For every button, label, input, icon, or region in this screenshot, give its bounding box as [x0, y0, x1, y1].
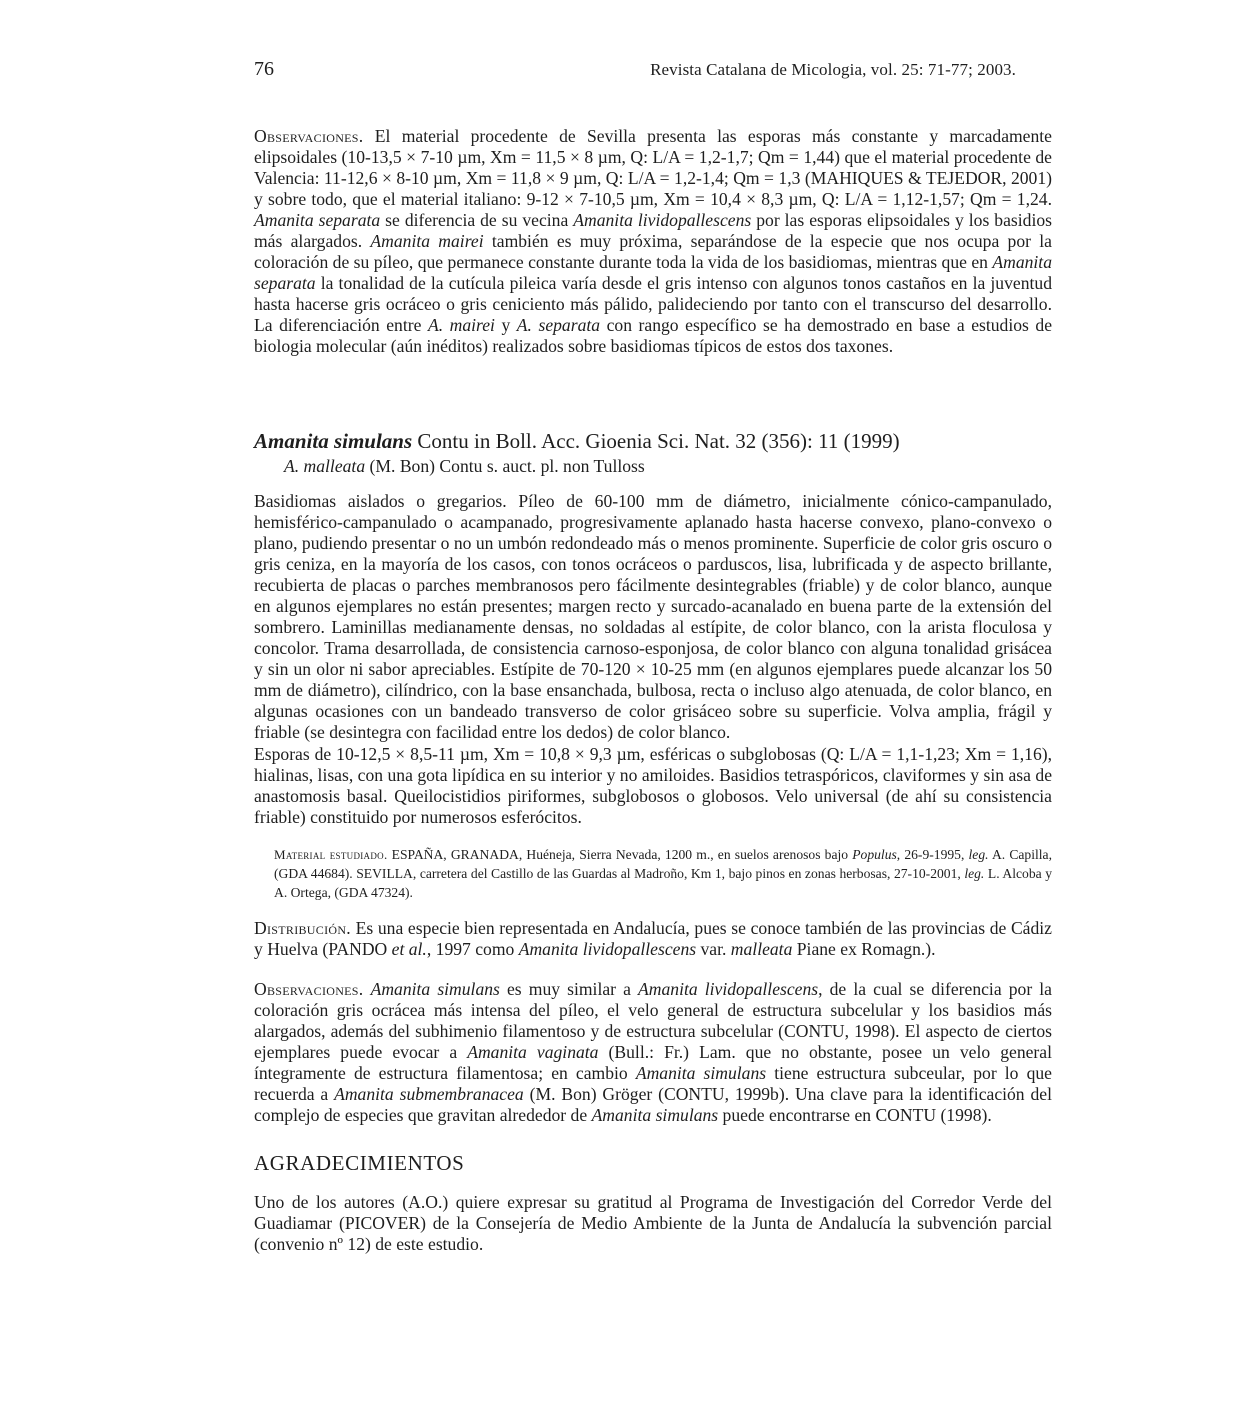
- taxon-name: A. separata: [516, 315, 601, 335]
- species-synonym: [284, 455, 1052, 477]
- observations-paragraph-2: Observaciones. Amanita simulans es muy similar a Amanita lividopallescens, de la cual se diferencia por la coloración gris ocrácea más intensa del píleo, el velo general de estructura subcelular y los basidios más alargados, además del subhimenio filamentoso y de estructura subcelular (CONTU, 1998). El aspecto de ciertos ejemplares puede evocar a Amanita vaginata (Bull.: Fr.) Lam. que no obstante, posee un velo general íntegramente de estructura filamentosa; en cambio Amanita simulans tiene estructura subceular, por lo que recuerda a Amanita submembranacea (M. Bon) Gröger (CONTU, 1999b). Una clave para la identificación del complejo de especies que gravitan alrededor de Amanita simulans puede encontrarse en CONTU (1998).: [254, 979, 1052, 1125]
- microscopic-description: Esporas de 10-12,5 × 8,5-11 µm, Xm = 10,8 × 9,3 µm, esféricas o subglobosas (Q: L/A = 1,1-1,23; Xm = 1,16), hialinas, lisas, con una gota lipídica en su interior y no amiloides. Basidios tetraspóricos, claviformes y sin asa de anastomosis basal. Queilocistidios piriformes, subglobosos o globosos. Velo universal (de ahí su consistencia friable) constituido por numerosos esferócitos.: [254, 744, 1052, 827]
- journal-citation: Revista Catalana de Micologia, vol. 25: 71-77; 2003.: [650, 60, 1016, 79]
- acknowledgements-text: Uno de los autores (A.O.) quiere expresar su gratitud al Programa de Investigación del Corredor Verde del Guadiamar (PICOVER) de la Consejería de Medio Ambiente de la Junta de Andalucía la subvención parcial (convenio nº 12) de este estudio.: [254, 1192, 1052, 1254]
- article-body: [254, 126, 1052, 1255]
- taxon-name: Amanita separata: [254, 210, 381, 230]
- running-header: [254, 58, 1054, 82]
- distribution-paragraph: Distribución. Es una especie bien representada en Andalucía, pues se conoce también de las provincias de Cádiz y Huelva (PANDO et al., 1997 como Amanita lividopallescens var. malleata Piane ex Romagn.).: [254, 918, 1052, 959]
- synonym-name: A. malleata: [284, 456, 366, 476]
- acknowledgements-heading: AGRADECIMIENTOS: [254, 1151, 465, 1175]
- section-label: Material estudiado.: [274, 847, 388, 862]
- taxon-name: A. mairei: [427, 315, 495, 335]
- taxon-name: Amanita mairei: [370, 231, 484, 251]
- species-heading: [254, 428, 1052, 454]
- material-examined: Material estudiado. ESPAÑA, GRANADA, Huéneja, Sierra Nevada, 1200 m., en suelos arenosos bajo Populus, 26-9-1995, leg. A. Capilla, (GDA 44684). SEVILLA, carretera del Castillo de las Guardas al Madroño, Km 1, bajo pinos en zonas herbosas, 27-10-2001, leg. L. Alcoba y A. Ortega, (GDA 47324).: [274, 847, 1052, 900]
- taxon-name: Amanita lividopallescens: [573, 210, 752, 230]
- section-label: Observaciones.: [254, 126, 364, 146]
- synonym-authority: (M. Bon) Contu s. auct. pl. non Tulloss: [365, 456, 645, 476]
- macroscopic-description: Basidiomas aislados o gregarios. Píleo de 60-100 mm de diámetro, inicialmente cónico-campanulado, hemisférico-campanulado o acampanado, progresivamente aplanado hasta hacerse convexo, plano-convexo o plano, pudiendo presentar o no un umbón redondeado más o menos prominente. Superficie de color gris oscuro o gris ceniza, en la mayoría de los casos, con tonos ocráceos o parduscos, lisa, lubrificada y de aspecto brillante, recubierta de placas o parches membranosos pero fácilmente desintegrables (friable) y de color blanco, aunque en algunos ejemplares no están presentes; margen recto y surcado-acanalado en buena parte de la extensión del sombrero. Laminillas medianamente densas, no soldadas al estípite, de color blanco, con la arista floculosa y concolor. Trama desarrollada, de consistencia carnoso-esponjosa, de color blanco con alguna tonalidad grisácea y sin un olor ni sabor apreciables. Estípite de 70-120 × 10-25 mm (en algunos ejemplares puede alcanzar los 50 mm de diámetro), cilíndrico, con la base ensanchada, bulbosa, recta o incluso algo atenuada, de color blanco, en algunas ocasiones con un bandeado transverso de color grisáceo sobre su superficie. Volva amplia, frágil y friable (se desintegra con facilidad entre los dedos) de color blanco.: [254, 491, 1052, 742]
- species-authority: Contu in Boll. Acc. Gioenia Sci. Nat. 32 (356): 11 (1999): [412, 429, 900, 453]
- species-name: Amanita simulans: [254, 429, 413, 453]
- section-label: Observaciones.: [254, 979, 364, 999]
- section-label: Distribución.: [254, 918, 352, 938]
- page-number: 76: [254, 58, 274, 80]
- observations-paragraph-1: Observaciones. El material procedente de Sevilla presenta las esporas más constante y marcadamente elipsoidales (10-13,5 × 7-10 µm, Xm = 11,5 × 8 µm, Q: L/A = 1,2-1,7; Qm = 1,44) que el material procedente de Valencia: 11-12,6 × 8-10 µm, Xm = 11,8 × 9 µm, Q: L/A = 1,2-1,4; Qm = 1,3 (MAHIQUES & TEJEDOR, 2001) y sobre todo, que el material italiano: 9-12 × 7-10,5 µm, Xm = 10,4 × 8,3 µm, Q: L/A = 1,12-1,57; Qm = 1,24. Amanita separata se diferencia de su vecina Amanita lividopallescens por las esporas elipsoidales y los basidios más alargados. Amanita mairei también es muy próxima, separándose de la especie que nos ocupa por la coloración de su píleo, que permanece constante durante toda la vida de los basidiomas, mientras que en Amanita separata la tonalidad de la cutícula pileica varía desde el gris intenso con algunos tonos castaños en la juventud hasta hacerse gris ocráceo o gris ceniciento más pálido, palideciendo por tanto con el transcurso del desarrollo. La diferenciación entre A. mairei y A. separata con rango específico se ha demostrado en base a estudios de biologia molecular (aún inéditos) realizados sobre basidiomas típicos de estos dos taxones.: [254, 126, 1053, 356]
- taxon-name: Amanita separata: [254, 252, 1052, 293]
